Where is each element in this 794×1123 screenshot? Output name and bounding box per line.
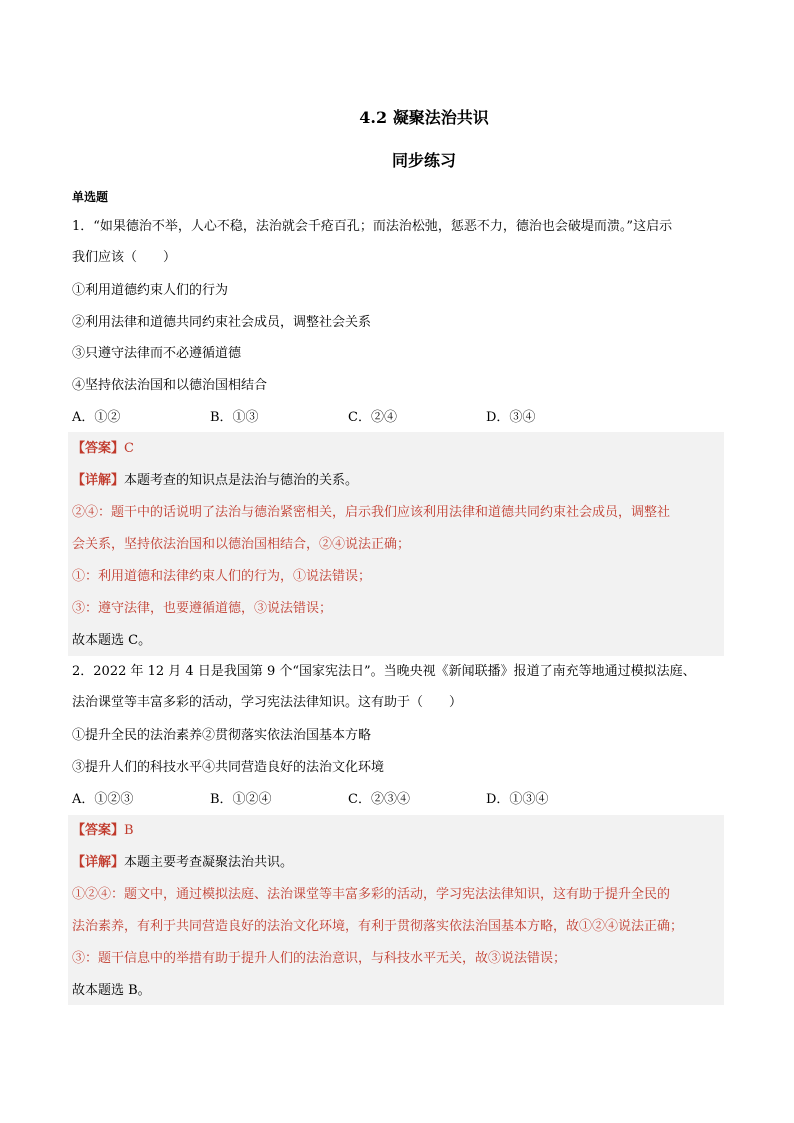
- q1-stem-line1: 1．“如果德治不举，人心不稳，法治就会千疮百孔；而法治松弛，惩恶不力，德治也会破堤而溃。”这启示: [72, 219, 673, 234]
- q2-answer-box: [68, 815, 724, 1005]
- q2-explain-line1: ①②④：题文中，通过模拟法庭、法治课堂等丰富多彩的活动，学习宪法法律知识，这有助于提升全民的: [72, 887, 671, 902]
- q1-option-a: A．①②: [72, 410, 121, 425]
- q1-option-b: B．①③: [210, 410, 259, 425]
- q2-explain-line2: 法治素养，有利于共同营造良好的法治文化环境，有利于贯彻落实依法治国基本方略，故①②④说法正确；: [72, 919, 684, 934]
- q2-detail-intro: 本题主要考查凝聚法治共识。: [124, 855, 294, 870]
- q1-option-d: D．③④: [486, 410, 536, 425]
- q1-item-4: ④坚持依法治国和以德治国相结合: [72, 378, 268, 393]
- page-subtitle: 同步练习: [391, 151, 456, 170]
- q2-stem-line2: 法治课堂等丰富多彩的活动，学习宪法法律知识。这有助于（ ）: [72, 695, 463, 710]
- q1-explain-line4: ③：遵守法律，也要遵循道德，③说法错误；: [72, 601, 333, 616]
- q2-option-b: B．①②④: [210, 792, 272, 807]
- q1-answer-value: C: [124, 441, 134, 456]
- q1-conclusion: 故本题选 C。: [72, 633, 152, 648]
- q2-conclusion: 故本题选 B。: [72, 983, 151, 998]
- q2-answer-tag: 【答案】: [72, 823, 125, 838]
- q1-explain-line3: ①：利用道德和法律约束人们的行为，①说法错误；: [72, 569, 372, 584]
- q1-item-3: ③只遵守法律而不必遵循道德: [72, 346, 242, 361]
- q2-option-d: D．①③④: [486, 792, 549, 807]
- q2-answer: [72, 822, 134, 840]
- q2-item-2: ③提升人们的科技水平④共同营造良好的法治文化环境: [72, 760, 385, 775]
- q1-stem-line2: 我们应该（ ）: [72, 250, 177, 265]
- q1-item-1: ①利用道德约束人们的行为: [72, 283, 229, 298]
- q1-explain-line1: ②④：题干中的话说明了法治与德治紧密相关，启示我们应该利用法律和道德共同约束社会成员，调整社: [72, 505, 671, 520]
- q2-answer-value: B: [124, 823, 134, 838]
- q1-item-2: ②利用法律和道德共同约束社会成员，调整社会关系: [72, 315, 372, 330]
- q1-answer-tag: 【答案】: [72, 441, 125, 456]
- q2-option-c: C．②③④: [348, 792, 410, 807]
- q2-detail-tag: 【详解】: [72, 855, 125, 870]
- q2-option-a: A．①②③: [72, 792, 134, 807]
- page-title: 4.2 凝聚法治共识: [359, 108, 489, 127]
- q2-detail: [72, 854, 293, 872]
- q2-stem-line1: 2．2022 年 12 月 4 日是我国第 9 个“国家宪法日”。当晚央视《新闻联播》报道了南充等地通过模拟法庭、: [72, 664, 696, 679]
- q1-explain-line2: 会关系，坚持依法治国和以德治国相结合，②④说法正确；: [72, 537, 411, 552]
- q2-explain-line3: ③：题干信息中的举措有助于提升人们的法治意识，与科技水平无关，故③说法错误；: [72, 951, 567, 966]
- q1-answer: [72, 440, 134, 458]
- q1-option-c: C．②④: [348, 410, 397, 425]
- q1-detail-tag: 【详解】: [72, 473, 125, 488]
- q1-detail-intro: 本题考查的知识点是法治与德治的关系。: [124, 473, 359, 488]
- q2-item-1: ①提升全民的法治素养②贯彻落实依法治国基本方略: [72, 728, 372, 743]
- q1-detail: [72, 472, 358, 490]
- section-heading: 单选题: [72, 190, 109, 204]
